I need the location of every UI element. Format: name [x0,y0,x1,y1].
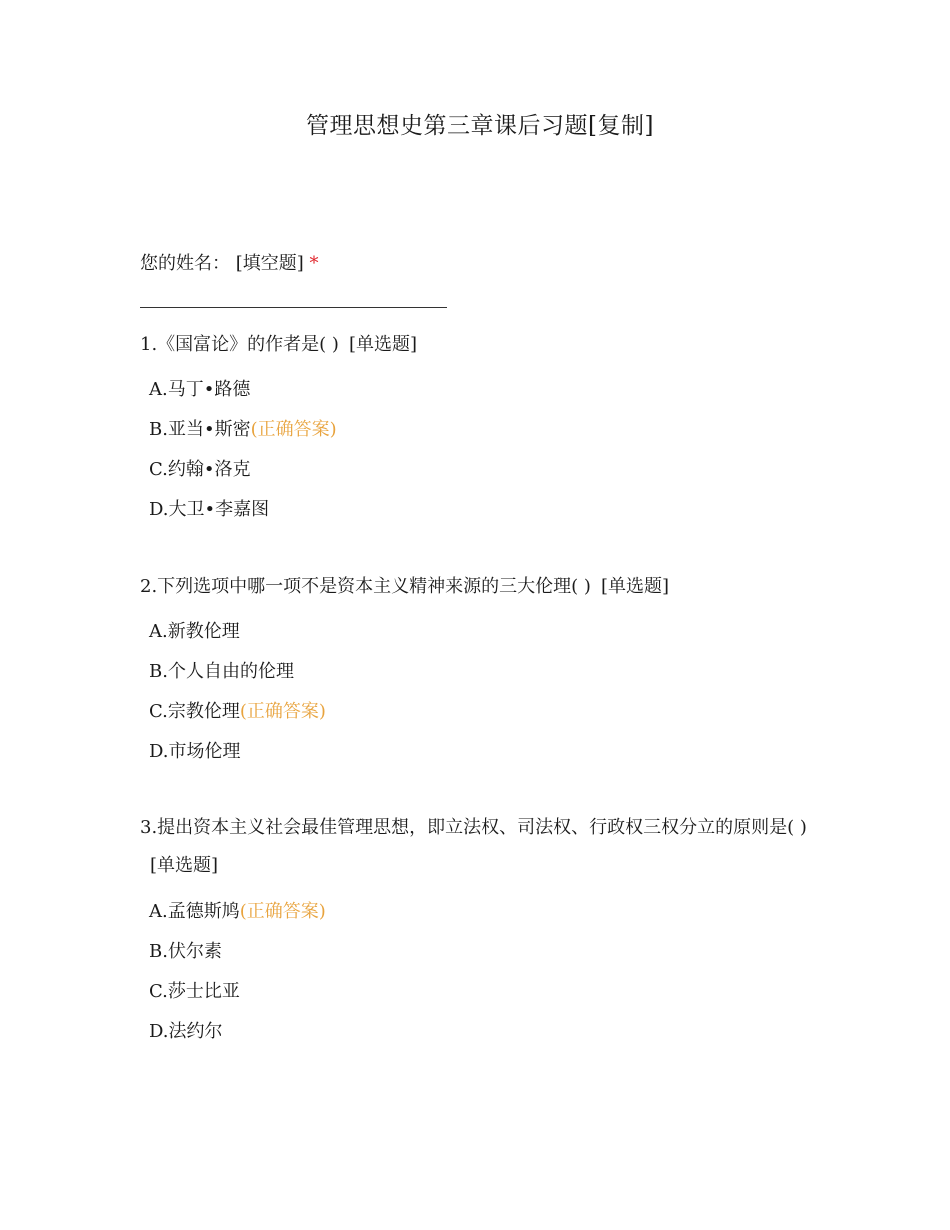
question-2-text: 2.下列选项中哪一项不是资本主义精神来源的三大伦理( ) [140,576,591,597]
question-3-option-d[interactable] [149,1018,223,1046]
option-label: B.个人自由的伦理 [149,661,294,682]
question-2-option-b[interactable] [149,658,294,686]
option-label: C.莎士比亚 [149,981,240,1002]
question-1-text: 1.《国富论》的作者是( ) [140,334,339,355]
question-2-option-a[interactable] [149,618,240,646]
question-2-option-c[interactable] [149,698,326,726]
question-3 [140,809,820,885]
question-3-option-b[interactable] [149,938,222,966]
option-label: D.市场伦理 [149,741,241,762]
correct-answer-note: (正确答案) [239,901,326,922]
question-1-option-b[interactable] [149,416,337,444]
required-mark: * [309,253,319,274]
question-2-type: [单选题] [600,576,669,597]
question-3-option-a[interactable] [149,898,326,926]
question-1-option-c[interactable] [149,456,250,484]
option-label: C.宗教伦理 [149,701,240,722]
name-question [140,250,319,278]
option-label: B.伏尔素 [149,941,222,962]
question-3-type: [单选题] [150,855,219,876]
question-1 [140,326,820,364]
question-3-text: 3.提出资本主义社会最佳管理思想，即立法权、司法权、行政权三权分立的原则是( ) [140,817,807,838]
question-1-type: [单选题] [348,334,417,355]
option-label: A.新教伦理 [149,621,240,642]
question-3-option-c[interactable] [149,978,240,1006]
name-question-label: 您的姓名： [140,253,230,274]
option-label: B.亚当•斯密 [149,419,251,440]
option-label: A.孟德斯鸠 [149,901,240,922]
question-2 [140,568,820,606]
name-question-type: [填空题] [235,253,304,274]
option-label: C.约翰•洛克 [149,459,251,480]
correct-answer-note: (正确答案) [250,419,337,440]
page-title: 管理思想史第三章课后习题[复制] [306,113,654,139]
option-label: D.法约尔 [149,1021,223,1042]
question-1-option-d[interactable] [149,496,269,524]
question-2-option-d[interactable] [149,738,241,766]
correct-answer-note: (正确答案) [239,701,326,722]
question-1-option-a[interactable] [149,376,250,404]
name-answer-line[interactable] [140,307,447,308]
option-label: A.马丁•路德 [149,379,251,400]
option-label: D.大卫•李嘉图 [149,499,270,520]
